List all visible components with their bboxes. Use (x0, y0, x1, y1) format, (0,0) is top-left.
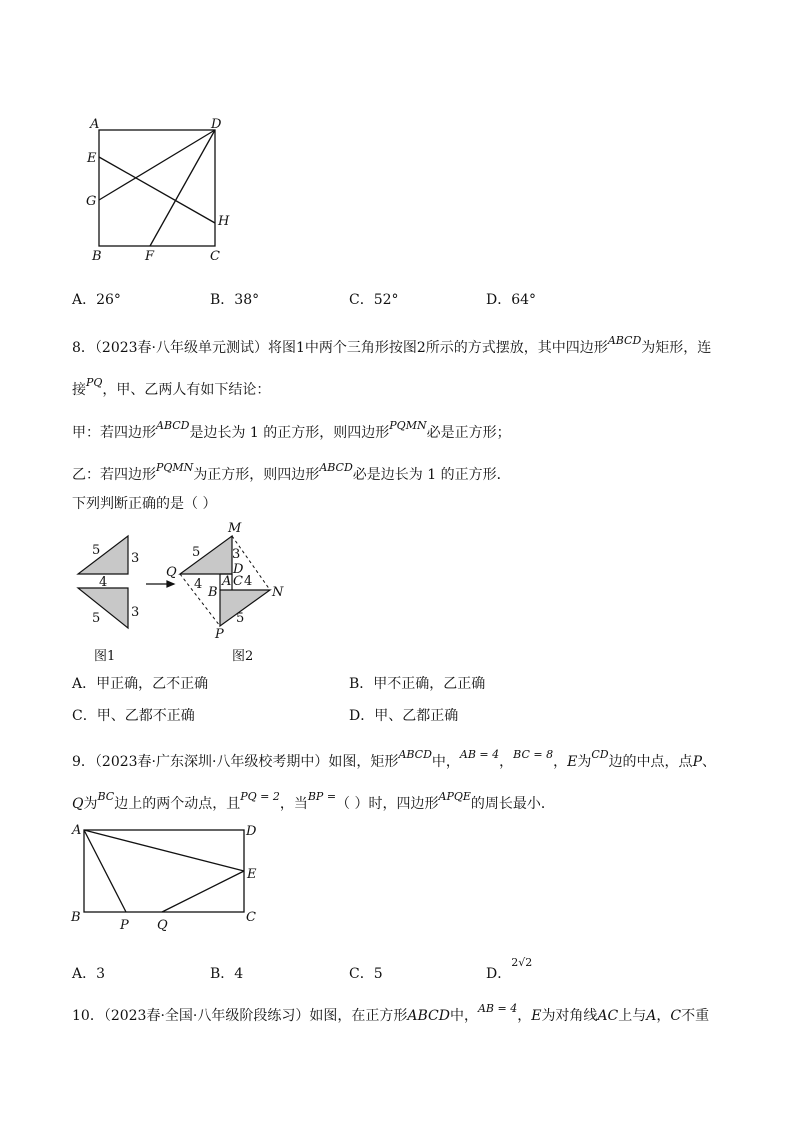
q8-line-jia: 甲：若四边形$^{ABCD}$是边长为 1 的正方形，则四边形$^{PQMN}$必是正方形； (72, 419, 511, 441)
q9-option-d-letter: D． (486, 966, 512, 982)
q8-option-b: B．甲不正确，乙正确 (349, 676, 486, 692)
fig2-caption: 图2 (232, 649, 254, 664)
label-F: F (145, 249, 155, 264)
q9-option-d-value: 2√2 (511, 956, 533, 969)
q9-option-b: B．4 (210, 966, 244, 982)
q9-label-C: C (246, 910, 256, 925)
q9-figure (66, 820, 276, 935)
q10-line-1: 10．（2023春·全国·八年级阶段练习）如图，在正方形ABCD中，$^{AB = 4}$，E为对角线AC上与A，C不重 (72, 1002, 710, 1024)
q9-label-D: D (246, 824, 257, 839)
q7-option-a: A．26° (72, 292, 121, 308)
q8-line-yi: 乙：若四边形$^{PQMN}$为正方形，则四边形$^{ABCD}$必是边长为 1 的正方形． (72, 461, 511, 483)
label-D: D (211, 117, 222, 132)
label-E: E (87, 151, 97, 166)
q8-option-d: D．甲、乙都正确 (349, 708, 459, 724)
q8-line-1: 8．（2023春·八年级单元测试）将图1中两个三角形按图2所示的方式摆放，其中四边形$^{ABCD}$为矩形，连 (72, 334, 712, 356)
fig1-side-5b: 5 (92, 611, 101, 626)
fig1-side-4: 4 (99, 575, 108, 590)
q9-option-a: A．3 (72, 966, 106, 982)
fig1-caption: 图1 (94, 649, 116, 664)
label-H: H (218, 214, 230, 229)
fig2-side-5: 5 (192, 545, 201, 560)
q9-label-B: B (71, 910, 81, 925)
fig2-label-M: M (228, 521, 242, 536)
q9-label-E: E (247, 867, 257, 882)
q9-line-2: Q为$^{BC}$边上的两个动点，且$^{PQ = 2}$，当$^{BP =}$（ ）时，四边形$^{APQE}$的周长最小． (72, 790, 555, 812)
label-B: B (92, 249, 102, 264)
q9-label-P: P (120, 918, 129, 933)
fig2-label-C: C (233, 574, 243, 589)
q8-figures (70, 518, 300, 668)
q9-line-1: 9．（2023春·广东深圳·八年级校考期中）如图，矩形$^{ABCD}$中，$^{AB = 4}$，$^{BC = 8}$，E为$^{CD}$边的中点，点P、 (72, 748, 716, 770)
q9-option-d (486, 956, 533, 985)
q7-option-d: D．64° (486, 292, 537, 308)
fig2-label-N: N (272, 585, 284, 600)
fig2-label-Q: Q (166, 565, 177, 580)
fig2-side-3: 3 (232, 547, 241, 562)
q8-option-c: C．甲、乙都不正确 (72, 708, 195, 724)
fig2-side-5b: 5 (236, 611, 245, 626)
q7-figure (80, 112, 250, 272)
fig1-side-3b: 3 (131, 605, 140, 620)
q8-option-a: A．甲正确，乙不正确 (72, 676, 209, 692)
fig2-label-B: B (208, 585, 218, 600)
fig2-side-4a: 4 (194, 577, 203, 592)
fig2-label-A: A (222, 574, 232, 589)
q7-option-c: C．52° (349, 292, 399, 308)
label-A: A (90, 117, 100, 132)
fig2-side-4b: 4 (244, 574, 253, 589)
label-G: G (86, 194, 97, 209)
q8-line-2: 接$^{PQ}$，甲、乙两人有如下结论： (72, 376, 271, 398)
fig2-label-P: P (215, 627, 224, 642)
fig1-side-3a: 3 (131, 551, 140, 566)
q9-label-Q: Q (157, 918, 168, 933)
q7-option-b: B．38° (210, 292, 260, 308)
fig1-side-5a: 5 (92, 543, 101, 558)
q9-label-A: A (72, 823, 82, 838)
q8-prompt: 下列判断正确的是（ ） (72, 496, 217, 512)
fig2-label-D: D (233, 562, 244, 577)
label-C: C (210, 249, 220, 264)
q9-option-c: C．5 (349, 966, 383, 982)
